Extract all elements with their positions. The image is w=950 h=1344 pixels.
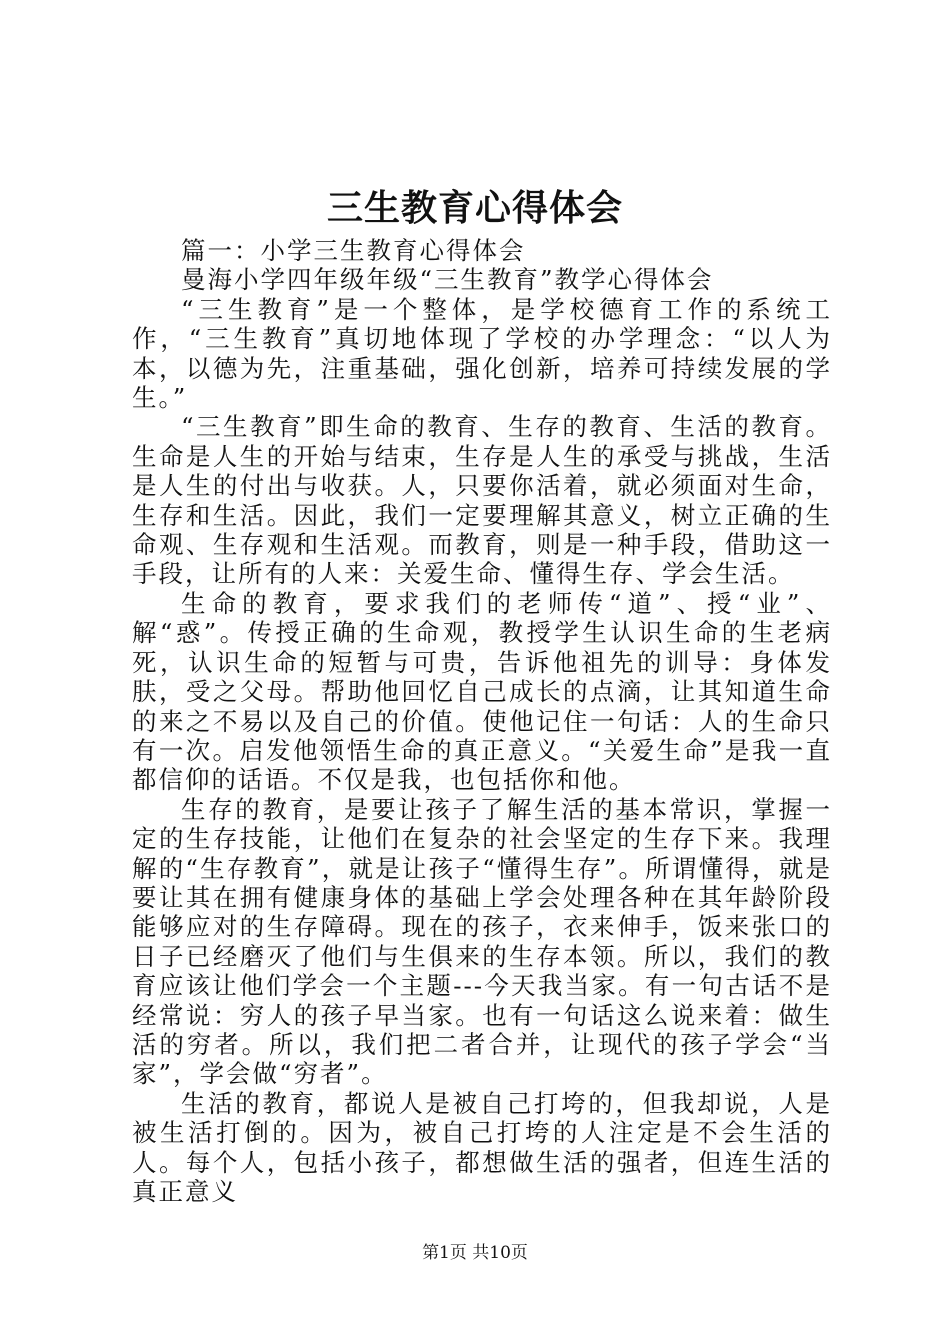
article-subtitle: 曼海小学四年级年级“三生教育”教学心得体会 bbox=[181, 265, 714, 295]
section-heading: 篇一：小学三生教育心得体会 bbox=[181, 236, 526, 265]
paragraph: 生活的教育，都说人是被自己打垮的，但我却说，人是被生活打倒的。因为，被自己打垮的人注定是不会生活的人。每个人，包括小孩子，都想做生活的强者，但连生活的真正意义 bbox=[132, 1088, 832, 1206]
document-title: 三生教育心得体会 bbox=[326, 187, 623, 229]
paragraph: “三生教育”是一个整体，是学校德育工作的系统工作，“三生教育”真切地体现了学校的办学理念：“以人为本，以德为先，注重基础，强化创新，培养可持续发展的学生。” bbox=[132, 294, 832, 413]
paragraph: “三生教育”即生命的教育、生存的教育、生活的教育。生命是人生的开始与结束，生存是人生的承受与挑战，生活是人生的付出与收获。人，只要你活着，就必须面对生命，生存和生活。因此，我们一定要理解其意义，树立正确的生命观、生存观和生活观。而教育，则是一种手段，借助这一手段，让所有的人来：关爱生命、懂得生存、学会生活。 bbox=[132, 412, 832, 589]
paragraph: 生命的教育，要求我们的老师传“道”、授“业”、解“惑”。传授正确的生命观，教授学生认识生命的生老病死，认识生命的短暂与可贵，告诉他祖先的训导：身体发肤，受之父母。帮助他回忆自己成长的点滴，让其知道生命的来之不易以及自己的价值。使他记住一句话：人的生命只有一次。启发他领悟生命的真正意义。“关爱生命”是我一直都信仰的话语。不仅是我，也包括你和他。 bbox=[132, 588, 832, 795]
document-body bbox=[132, 236, 832, 1206]
paragraph: 生存的教育，是要让孩子了解生活的基本常识，掌握一定的生存技能，让他们在复杂的社会坚定的生存下来。我理解的“生存教育”，就是让孩子“懂得生存”。所谓懂得，就是要让其在拥有健康身体的基础上学会处理各种在其年龄阶段能够应对的生存障碍。现在的孩子，衣来伸手，饭来张口的日子已经磨灭了他们与生俱来的生存本领。所以，我们的教育应该让他们学会一个主题---今天我当家。有一句古话不是经常说：穷人的孩子早当家。也有一句话这么说来着：做生活的穷者。所以，我们把二者合并，让现代的孩子学会“当家”，学会做“穷者”。 bbox=[132, 794, 832, 1089]
page-number-footer: 第1页 共10页 bbox=[422, 1243, 528, 1263]
